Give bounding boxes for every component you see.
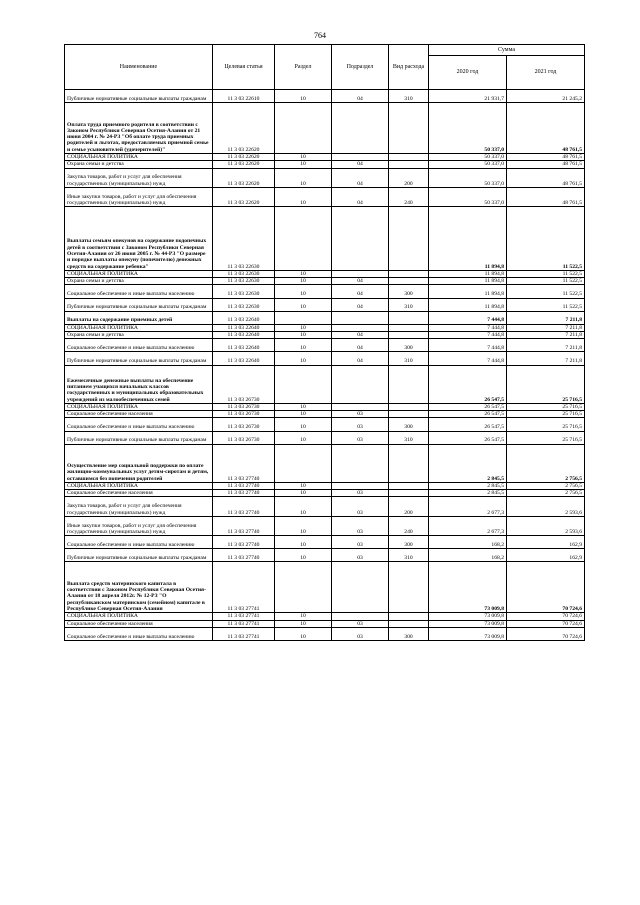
row-target-code: 11 3 03 22640 <box>213 332 275 339</box>
table-row <box>65 187 585 206</box>
row-expense-type <box>389 207 429 271</box>
row-target-code: 11 3 03 22640 <box>213 311 275 324</box>
row-name: Охрана семьи и детства <box>65 332 213 339</box>
row-target-code: 11 3 03 26730 <box>213 431 275 444</box>
row-amount-2020: 26 547,5 <box>429 431 507 444</box>
row-subsection: 03 <box>332 497 389 516</box>
row-target-code: 11 3 03 26730 <box>213 411 275 418</box>
row-subsection: 04 <box>332 352 389 365</box>
row-name: Социальное обеспечение и иные выплаты населению <box>65 418 213 431</box>
row-target-code: 11 3 03 27740 <box>213 482 275 489</box>
row-subsection: 04 <box>332 90 389 103</box>
row-amount-2021: 48 761,5 <box>507 168 585 187</box>
row-target-code: 11 3 03 27740 <box>213 497 275 516</box>
row-subsection: 04 <box>332 168 389 187</box>
row-name: Закупка товаров, работ и услуг для обеспечения государственных (муниципальных) нужд <box>65 497 213 516</box>
row-amount-2021: 70 724,6 <box>507 562 585 613</box>
row-subsection <box>332 270 389 277</box>
row-amount-2021: 7 211,8 <box>507 352 585 365</box>
row-name: Выплаты семьям опекунов на содержание подопечных детей в соответствии с Законом Республики Северная Осетия-Алания от 26 июня 2005 г. № 44-РЗ "О размере и порядке выплаты опекуну (попечителю) денежных средств на содержание ребенка" <box>65 207 213 271</box>
row-expense-type: 310 <box>389 549 429 562</box>
row-amount-2020: 11 894,8 <box>429 207 507 271</box>
table-row <box>65 332 585 339</box>
row-amount-2020: 11 894,8 <box>429 298 507 311</box>
row-amount-2021: 7 211,8 <box>507 324 585 331</box>
row-target-code: 11 3 03 26730 <box>213 418 275 431</box>
row-name: Публичные нормативные социальные выплаты гражданам <box>65 90 213 103</box>
budget-table <box>64 44 585 641</box>
row-expense-type <box>389 562 429 613</box>
row-amount-2021: 70 724,6 <box>507 620 585 627</box>
row-target-code: 11 3 03 22620 <box>213 161 275 168</box>
row-expense-type <box>389 103 429 154</box>
row-subsection <box>332 365 389 403</box>
table-row <box>65 562 585 613</box>
row-amount-2020: 2 677,3 <box>429 497 507 516</box>
row-subsection: 03 <box>332 431 389 444</box>
row-expense-type <box>389 153 429 160</box>
table-row <box>65 352 585 365</box>
table-row <box>65 270 585 277</box>
table-row <box>65 482 585 489</box>
row-amount-2021: 25 716,5 <box>507 403 585 410</box>
row-section: 10 <box>275 153 332 160</box>
row-amount-2020: 50 337,0 <box>429 187 507 206</box>
row-expense-type <box>389 161 429 168</box>
row-amount-2020: 7 444,8 <box>429 339 507 352</box>
header-type: Вид расхода <box>389 45 429 90</box>
row-subsection <box>332 207 389 271</box>
row-expense-type: 200 <box>389 168 429 187</box>
row-section: 10 <box>275 516 332 535</box>
row-amount-2021: 2 756,5 <box>507 490 585 497</box>
row-section <box>275 562 332 613</box>
row-expense-type <box>389 311 429 324</box>
row-amount-2021: 25 716,5 <box>507 365 585 403</box>
row-name: Оплата труда приемного родителя в соответствии с Законом Республики Северная Осетия-Алания от 21 июня 2004 г. № 24-РЗ "Об оплате труда приемных родителей и льготах, предоставляемых приемной семье и семье усыновителей (удочерителей)" <box>65 103 213 154</box>
row-amount-2021: 11 522,5 <box>507 298 585 311</box>
table-row <box>65 324 585 331</box>
row-expense-type: 240 <box>389 516 429 535</box>
row-section: 10 <box>275 324 332 331</box>
row-section: 10 <box>275 482 332 489</box>
table-row <box>65 418 585 431</box>
row-name: СОЦИАЛЬНАЯ ПОЛИТИКА <box>65 482 213 489</box>
row-amount-2021: 21 245,2 <box>507 90 585 103</box>
row-expense-type <box>389 324 429 331</box>
row-target-code: 11 3 03 27740 <box>213 490 275 497</box>
row-target-code: 11 3 03 22620 <box>213 168 275 187</box>
row-section: 10 <box>275 613 332 620</box>
row-section: 10 <box>275 298 332 311</box>
table-row <box>65 103 585 154</box>
page-number: 764 <box>314 31 326 40</box>
row-name: Социальное обеспечение и иные выплаты населению <box>65 536 213 549</box>
row-expense-type: 300 <box>389 285 429 298</box>
row-amount-2021: 2 593,6 <box>507 497 585 516</box>
row-expense-type <box>389 613 429 620</box>
row-amount-2020: 168,2 <box>429 536 507 549</box>
table-row <box>65 431 585 444</box>
row-target-code: 11 3 03 22610 <box>213 90 275 103</box>
row-name: Выплата средств материнского капитала в соответствии с Законом Республики Северная Осетия-Алания от 18 апреля 2012г. № 12-РЗ "О республиканском материнском (семейном) капитале в Республике Северная Осетия-Алания <box>65 562 213 613</box>
row-expense-type <box>389 270 429 277</box>
table-row <box>65 285 585 298</box>
row-amount-2020: 7 444,8 <box>429 324 507 331</box>
row-amount-2021: 11 522,5 <box>507 207 585 271</box>
row-section: 10 <box>275 168 332 187</box>
row-amount-2021: 2 756,5 <box>507 482 585 489</box>
row-target-code: 11 3 03 27741 <box>213 620 275 627</box>
row-target-code: 11 3 03 22620 <box>213 153 275 160</box>
row-amount-2020: 2 845,5 <box>429 444 507 482</box>
row-name: Социальное обеспечение и иные выплаты населению <box>65 339 213 352</box>
row-amount-2020: 7 444,8 <box>429 352 507 365</box>
row-target-code: 11 3 03 22640 <box>213 339 275 352</box>
table-row <box>65 411 585 418</box>
row-amount-2020: 11 894,8 <box>429 285 507 298</box>
row-amount-2021: 11 522,5 <box>507 278 585 285</box>
row-section <box>275 103 332 154</box>
row-target-code: 11 3 03 27740 <box>213 549 275 562</box>
table-row <box>65 365 585 403</box>
table-row <box>65 490 585 497</box>
table-row <box>65 298 585 311</box>
row-expense-type: 310 <box>389 298 429 311</box>
row-amount-2020: 11 894,8 <box>429 270 507 277</box>
row-expense-type <box>389 482 429 489</box>
row-section <box>275 444 332 482</box>
row-amount-2020: 7 444,8 <box>429 332 507 339</box>
header-subsection: Подраздел <box>332 45 389 90</box>
row-name: Осуществление мер социальной поддержки по оплате жилищно-коммунальных услуг детям-сиротам и детям, оставшимся без попечения родителей <box>65 444 213 482</box>
row-name: Социальное обеспечение и иные выплаты населению <box>65 627 213 640</box>
table-row <box>65 339 585 352</box>
row-section: 10 <box>275 620 332 627</box>
row-expense-type <box>389 411 429 418</box>
row-name: СОЦИАЛЬНАЯ ПОЛИТИКА <box>65 324 213 331</box>
row-amount-2020: 73 009,8 <box>429 627 507 640</box>
row-amount-2021: 48 761,5 <box>507 161 585 168</box>
row-subsection: 04 <box>332 161 389 168</box>
row-subsection <box>332 153 389 160</box>
row-expense-type <box>389 490 429 497</box>
row-target-code: 11 3 03 22620 <box>213 187 275 206</box>
row-amount-2021: 7 211,8 <box>507 339 585 352</box>
header-year-2021: 2021 год <box>507 56 585 90</box>
table-row <box>65 516 585 535</box>
row-target-code: 11 3 03 27740 <box>213 536 275 549</box>
row-amount-2021: 7 211,8 <box>507 311 585 324</box>
row-subsection <box>332 103 389 154</box>
row-expense-type <box>389 620 429 627</box>
row-subsection: 03 <box>332 418 389 431</box>
row-subsection <box>332 482 389 489</box>
row-amount-2020: 50 337,0 <box>429 168 507 187</box>
table-row <box>65 403 585 410</box>
row-section <box>275 207 332 271</box>
row-target-code: 11 3 03 22620 <box>213 103 275 154</box>
row-section: 10 <box>275 285 332 298</box>
table-row <box>65 497 585 516</box>
row-amount-2020: 2 677,3 <box>429 516 507 535</box>
row-expense-type: 300 <box>389 418 429 431</box>
row-subsection: 04 <box>332 339 389 352</box>
row-section: 10 <box>275 411 332 418</box>
row-amount-2020: 2 845,5 <box>429 482 507 489</box>
row-expense-type: 300 <box>389 536 429 549</box>
table-header <box>65 45 585 90</box>
row-section: 10 <box>275 352 332 365</box>
row-amount-2021: 11 522,5 <box>507 285 585 298</box>
row-amount-2021: 25 716,5 <box>507 418 585 431</box>
row-name: Ежемесячные денежные выплаты на обеспечение питанием учащихся начальных классов государственных и муниципальных образовательных учреждений из малообеспеченных семей <box>65 365 213 403</box>
row-subsection <box>332 613 389 620</box>
table-row <box>65 536 585 549</box>
row-target-code: 11 3 03 26730 <box>213 403 275 410</box>
row-amount-2021: 48 761,5 <box>507 153 585 160</box>
table-row <box>65 627 585 640</box>
row-amount-2020: 26 547,5 <box>429 403 507 410</box>
table-row <box>65 613 585 620</box>
table-row <box>65 444 585 482</box>
row-section: 10 <box>275 278 332 285</box>
row-subsection: 03 <box>332 536 389 549</box>
row-section: 10 <box>275 332 332 339</box>
row-amount-2021: 48 761,5 <box>507 187 585 206</box>
row-expense-type <box>389 365 429 403</box>
row-amount-2020: 26 547,5 <box>429 411 507 418</box>
row-amount-2020: 26 547,5 <box>429 418 507 431</box>
row-name: Социальное обеспечение и иные выплаты населению <box>65 285 213 298</box>
row-subsection <box>332 403 389 410</box>
row-section: 10 <box>275 270 332 277</box>
row-amount-2021: 70 724,6 <box>507 627 585 640</box>
row-amount-2020: 73 009,8 <box>429 562 507 613</box>
row-subsection: 04 <box>332 278 389 285</box>
row-subsection: 03 <box>332 627 389 640</box>
row-expense-type <box>389 278 429 285</box>
table-body <box>65 90 585 641</box>
row-section: 10 <box>275 497 332 516</box>
row-name: СОЦИАЛЬНАЯ ПОЛИТИКА <box>65 270 213 277</box>
row-name: Закупка товаров, работ и услуг для обеспечения государственных (муниципальных) нужд <box>65 168 213 187</box>
row-name: СОЦИАЛЬНАЯ ПОЛИТИКА <box>65 613 213 620</box>
row-section: 10 <box>275 549 332 562</box>
row-name: СОЦИАЛЬНАЯ ПОЛИТИКА <box>65 153 213 160</box>
row-amount-2021: 7 211,8 <box>507 332 585 339</box>
row-amount-2020: 26 547,5 <box>429 365 507 403</box>
row-section: 10 <box>275 490 332 497</box>
row-subsection: 04 <box>332 298 389 311</box>
header-section: Раздел <box>275 45 332 90</box>
row-subsection: 03 <box>332 411 389 418</box>
row-expense-type: 310 <box>389 90 429 103</box>
row-section: 10 <box>275 339 332 352</box>
row-target-code: 11 3 03 22630 <box>213 270 275 277</box>
row-target-code: 11 3 03 27741 <box>213 627 275 640</box>
row-amount-2021: 70 724,6 <box>507 613 585 620</box>
row-subsection: 04 <box>332 285 389 298</box>
row-target-code: 11 3 03 22640 <box>213 352 275 365</box>
table-row <box>65 278 585 285</box>
row-target-code: 11 3 03 22630 <box>213 285 275 298</box>
row-expense-type: 300 <box>389 339 429 352</box>
header-year-2020: 2020 год <box>429 56 507 90</box>
row-name: Социальное обеспечение населения <box>65 490 213 497</box>
row-target-code: 11 3 03 26730 <box>213 365 275 403</box>
row-name: Социальное обеспечение населения <box>65 620 213 627</box>
row-expense-type: 310 <box>389 352 429 365</box>
row-target-code: 11 3 03 22630 <box>213 207 275 271</box>
row-amount-2020: 50 337,0 <box>429 153 507 160</box>
row-amount-2021: 2 593,6 <box>507 516 585 535</box>
row-name: Социальное обеспечение населения <box>65 411 213 418</box>
row-subsection <box>332 444 389 482</box>
row-amount-2021: 25 716,5 <box>507 411 585 418</box>
row-section: 10 <box>275 187 332 206</box>
row-subsection: 03 <box>332 620 389 627</box>
row-amount-2020: 50 337,0 <box>429 161 507 168</box>
row-section: 10 <box>275 403 332 410</box>
row-section <box>275 311 332 324</box>
row-name: Публичные нормативные социальные выплаты гражданам <box>65 431 213 444</box>
row-name: Охрана семьи и детства <box>65 278 213 285</box>
row-expense-type <box>389 444 429 482</box>
row-target-code: 11 3 03 27740 <box>213 444 275 482</box>
row-name: Охрана семьи и детства <box>65 161 213 168</box>
row-section: 10 <box>275 418 332 431</box>
row-name: СОЦИАЛЬНАЯ ПОЛИТИКА <box>65 403 213 410</box>
row-name: Публичные нормативные социальные выплаты гражданам <box>65 298 213 311</box>
row-target-code: 11 3 03 27740 <box>213 516 275 535</box>
row-subsection <box>332 324 389 331</box>
row-amount-2020: 21 931,7 <box>429 90 507 103</box>
row-name: Публичные нормативные социальные выплаты гражданам <box>65 352 213 365</box>
row-amount-2020: 73 009,8 <box>429 620 507 627</box>
table-row <box>65 161 585 168</box>
row-name: Иные закупки товаров, работ и услуг для обеспечения государственных (муниципальных) нужд <box>65 187 213 206</box>
row-expense-type <box>389 332 429 339</box>
row-amount-2020: 11 894,8 <box>429 278 507 285</box>
row-expense-type: 310 <box>389 431 429 444</box>
row-target-code: 11 3 03 22630 <box>213 298 275 311</box>
row-subsection <box>332 562 389 613</box>
header-name: Наименование <box>65 45 213 90</box>
table-row <box>65 207 585 271</box>
row-expense-type: 300 <box>389 627 429 640</box>
row-amount-2020: 73 009,8 <box>429 613 507 620</box>
row-expense-type: 240 <box>389 187 429 206</box>
table-row <box>65 620 585 627</box>
header-code: Целевая статья <box>213 45 275 90</box>
row-name: Иные закупки товаров, работ и услуг для обеспечения государственных (муниципальных) нужд <box>65 516 213 535</box>
row-section: 10 <box>275 536 332 549</box>
row-subsection: 03 <box>332 490 389 497</box>
row-amount-2020: 2 845,5 <box>429 490 507 497</box>
row-subsection: 04 <box>332 332 389 339</box>
row-subsection: 03 <box>332 516 389 535</box>
row-section <box>275 365 332 403</box>
row-amount-2020: 7 444,8 <box>429 311 507 324</box>
row-amount-2021: 162,9 <box>507 536 585 549</box>
row-subsection <box>332 311 389 324</box>
header-sum: Сумма <box>429 45 585 56</box>
row-expense-type: 200 <box>389 497 429 516</box>
row-section: 10 <box>275 431 332 444</box>
row-section: 10 <box>275 161 332 168</box>
row-target-code: 11 3 03 27741 <box>213 613 275 620</box>
row-target-code: 11 3 03 27741 <box>213 562 275 613</box>
row-amount-2020: 50 337,0 <box>429 103 507 154</box>
table-row <box>65 153 585 160</box>
row-name: Выплаты на содержание приемных детей <box>65 311 213 324</box>
row-amount-2021: 11 522,5 <box>507 270 585 277</box>
row-amount-2021: 162,9 <box>507 549 585 562</box>
row-section: 10 <box>275 90 332 103</box>
row-amount-2020: 168,2 <box>429 549 507 562</box>
row-expense-type <box>389 403 429 410</box>
row-amount-2021: 25 716,5 <box>507 431 585 444</box>
row-subsection: 03 <box>332 549 389 562</box>
row-subsection: 04 <box>332 187 389 206</box>
row-amount-2021: 48 761,5 <box>507 103 585 154</box>
table-row <box>65 90 585 103</box>
row-section: 10 <box>275 627 332 640</box>
row-amount-2021: 2 756,5 <box>507 444 585 482</box>
table-row <box>65 549 585 562</box>
row-target-code: 11 3 03 22640 <box>213 324 275 331</box>
table-row <box>65 168 585 187</box>
row-target-code: 11 3 03 22630 <box>213 278 275 285</box>
row-name: Публичные нормативные социальные выплаты гражданам <box>65 549 213 562</box>
table-row <box>65 311 585 324</box>
